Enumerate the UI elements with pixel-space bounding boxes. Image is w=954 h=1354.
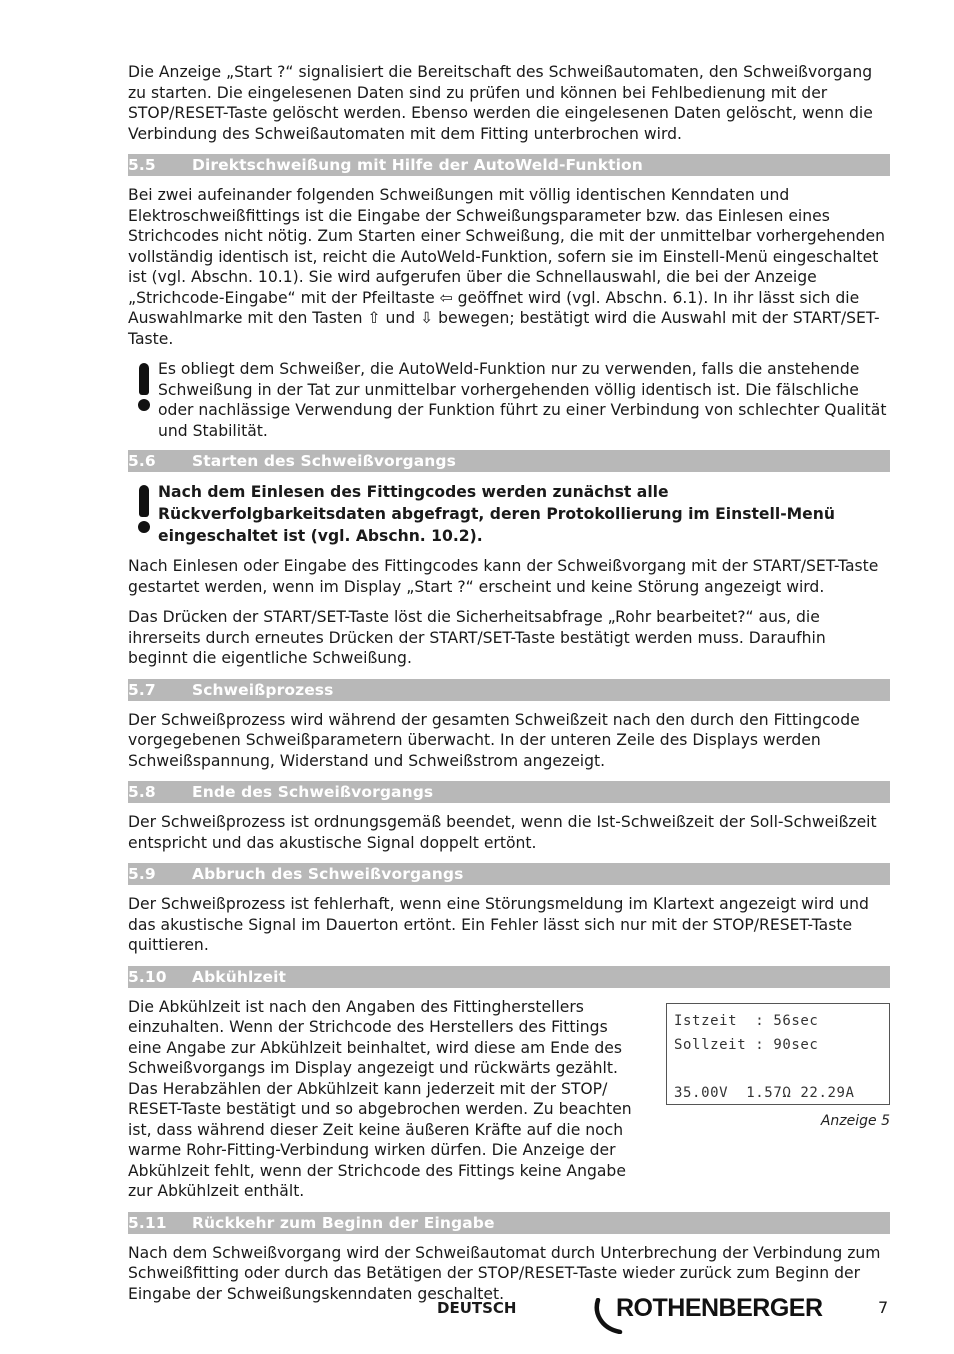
rothenberger-logo xyxy=(594,1294,838,1332)
page-number: 7 xyxy=(878,1298,889,1317)
display-figure xyxy=(666,1003,890,1202)
section-5-8-body: Der Schweißprozess ist ordnungsgemäß beendet, wenn die Ist-Schweißzeit der Soll-Schweißzeit entspricht und das akustische Signal doppelt ertönt. xyxy=(128,813,877,852)
section-title: Rückkehr zum Beginn der Eingabe xyxy=(192,1213,495,1232)
section-number: 5.8 xyxy=(128,783,156,801)
lcd-display xyxy=(666,1003,890,1105)
section-header-5-6 xyxy=(128,450,890,472)
section-5-9-body: Der Schweißprozess ist fehlerhaft, wenn eine Störungsmeldung im Klartext angezeigt wird und das akustische Signal im Dauerton ertönt. Ein Fehler lässt sich nur mit der STOP/RESET-Taste quittieren. xyxy=(128,895,869,954)
section-header-5-7 xyxy=(128,679,890,701)
section-5-6-paragraph-1: Nach Einlesen oder Eingabe des Fittingcodes kann der Schweißvorgang mit der START/SET-Taste gestartet werden, wenn im Display „Start ?“ erscheint und keine Störung angezeigt wird. xyxy=(128,557,879,596)
exclamation-icon xyxy=(138,485,150,535)
footer-language: DEUTSCH xyxy=(437,1299,517,1317)
section-number: 5.9 xyxy=(128,865,156,883)
section-title: Ende des Schweißvorgangs xyxy=(192,783,434,801)
warning-text: Es obliegt dem Schweißer, die AutoWeld-Funktion nur zu verwenden, falls die anstehende Schweißung in der Tat zur unmittelbar vorhergehenden völlig identisch ist. Die fälschliche oder nachlässige Verwendung der Funktion führt zu einer Verbindung von schlechter Qualität und Stabilität. xyxy=(158,360,887,440)
document-page xyxy=(128,62,890,1314)
display-caption: Anzeige 5 xyxy=(820,1112,890,1129)
section-number: 5.10 xyxy=(128,967,167,986)
section-header-5-11 xyxy=(128,1212,890,1234)
section-title: Abkühlzeit xyxy=(192,967,287,986)
section-5-10-body: Die Abkühlzeit ist nach den Angaben des Fittingherstellers einzuhalten. Wenn der Strichcode des Herstellers des Fittings eine Angabe zur Abkühlzeit beinhaltet, wird diese am Ende des Schweißvorgangs im Display angezeigt und rückwärts gezählt. Das Herabzählen der Abkühlzeit kann jederzeit mit der STOP/ RESET-Taste bestätigt und so abgebrochen werden. Zu beachten ist, dass während dieser Zeit keine äußeren Kräfte auf die noch warme Rohr-Fitting-Verbindung wirken dürfen. Die Anzeige der Abkühlzeit fehlt, wenn der Strichcode des Fittings keine Angabe zur Abkühlzeit enthält. xyxy=(128,997,632,1200)
display-line-2: Sollzeit : 90sec xyxy=(674,1036,819,1053)
section-number: 5.7 xyxy=(128,680,156,699)
warning-text: Nach dem Einlesen des Fittingcodes werden zunächst alle Rückverfolgbarkeitsdaten abgefragt, deren Protokollierung im Einstell-Menü eingeschaltet ist (vgl. Abschn. 10.2). xyxy=(158,483,835,545)
section-header-5-9 xyxy=(128,863,890,885)
section-number: 5.6 xyxy=(128,452,156,470)
section-5-11-body: Nach dem Schweißvorgang wird der Schweißautomat durch Unterbrechung der Verbindung zum Schweißfitting oder durch das Betätigen der STOP/RESET-Taste wieder zurück zum Beginn der Eingabe der Schweißungskenndaten geschaltet. xyxy=(128,1243,881,1303)
section-title: Starten des Schweißvorgangs xyxy=(192,452,456,470)
display-line-3 xyxy=(674,1058,882,1082)
section-5-6-paragraph-2: Das Drücken der START/SET-Taste löst die Sicherheitsabfrage „Rohr bearbeitet?“ aus, die ihrerseits durch erneutes Drücken der START/SET-Taste bestätigt werden muss. Daraufhin beginnt die eigentliche Schweißung. xyxy=(128,608,826,667)
display-line-4: 35.00V 1.57Ω 22.29A xyxy=(674,1084,855,1101)
section-number: 5.5 xyxy=(128,156,156,174)
section-title: Direktschweißung mit Hilfe der AutoWeld-Funktion xyxy=(192,156,643,174)
logo-wordmark: ROTHENBERGER xyxy=(616,1294,823,1322)
section-header-5-10 xyxy=(128,966,890,988)
section-title: Abbruch des Schweißvorgangs xyxy=(192,865,464,883)
section-header-5-8 xyxy=(128,781,890,803)
section-number: 5.11 xyxy=(128,1213,167,1232)
section-5-5-body: Bei zwei aufeinander folgenden Schweißungen mit völlig identischen Kenndaten und Elektroschweißfittings ist die Eingabe der Schweißungsparameter bzw. das Einlesen eines Strichcodes nicht nötig. Zum Starten einer Schweißung, die mit der unmittelbar vorhergehenden vollständig identisch ist, reicht die AutoWeld-Funktion, sofern sie im Einstell-Menü eingeschaltet ist (vgl. Abschn. 10.1). Sie wird aufgerufen über die Schnellauswahl, die bei der Anzeige „Strichcode-Eingabe“ mit der Pfeiltaste ⇦ geöffnet wird (vgl. Abschn. 6.1). In ihr lässt sich die Auswahlmarke mit den Tasten ⇧ und ⇩ bewegen; bestätigt wird die Auswahl mit der START/SET-Taste. xyxy=(128,186,886,348)
section-header-5-5 xyxy=(128,154,890,176)
exclamation-icon xyxy=(138,363,150,413)
cooling-section xyxy=(128,997,890,1202)
intro-paragraph: Die Anzeige „Start ?“ signalisiert die Bereitschaft des Schweißautomaten, den Schweißvorgang zu starten. Die eingelesenen Daten sind zu prüfen und können bei Fehlbedienung mit der STOP/RESET-Taste gelöscht werden. Ebenso werden die eingelesenen Daten gelöscht, wenn die Verbindung des Schweißautomaten mit dem Fitting unterbrochen wird. xyxy=(128,63,873,143)
display-line-1: Istzeit : 56sec xyxy=(674,1012,819,1029)
warning-note-autoweld xyxy=(128,359,890,441)
section-5-7-body: Der Schweißprozess wird während der gesamten Schweißzeit nach den durch den Fittingcode vorgegebenen Schweißparametern überwacht. In der unteren Zeile des Displays werden Schweißspannung, Widerstand und Schweißstrom angezeigt. xyxy=(128,710,860,770)
warning-note-traceability xyxy=(128,481,890,547)
section-title: Schweißprozess xyxy=(192,680,334,699)
